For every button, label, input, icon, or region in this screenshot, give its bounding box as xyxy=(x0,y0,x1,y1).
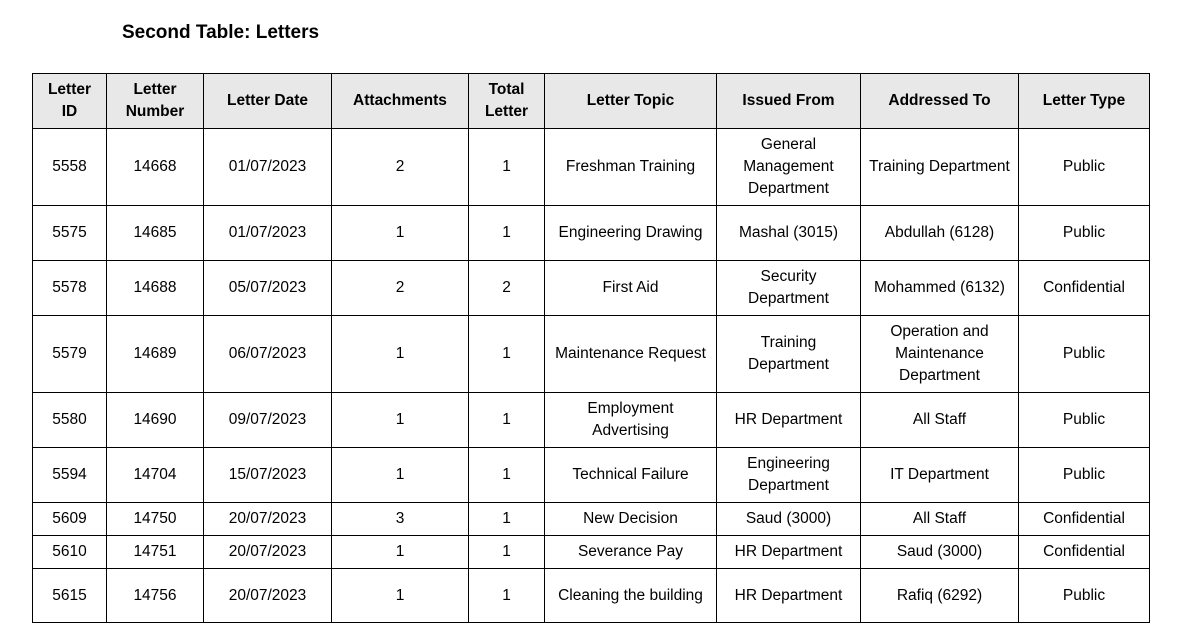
cell-attachments: 1 xyxy=(332,206,469,261)
cell-letter-type: Confidential xyxy=(1019,503,1150,536)
cell-letter-topic: Employment Advertising xyxy=(545,393,717,448)
cell-addressed-to: All Staff xyxy=(861,503,1019,536)
cell-letter-number: 14690 xyxy=(107,393,204,448)
cell-letter-topic: First Aid xyxy=(545,261,717,316)
cell-letter-id: 5594 xyxy=(33,448,107,503)
header-letter-date: Letter Date xyxy=(204,74,332,129)
cell-issued-from: HR Department xyxy=(717,536,861,569)
cell-addressed-to: Training Department xyxy=(861,129,1019,206)
cell-addressed-to: Abdullah (6128) xyxy=(861,206,1019,261)
cell-letter-number: 14756 xyxy=(107,569,204,623)
cell-addressed-to: Operation and Maintenance Department xyxy=(861,316,1019,393)
cell-total-letter: 1 xyxy=(469,448,545,503)
cell-total-letter: 1 xyxy=(469,536,545,569)
cell-letter-date: 01/07/2023 xyxy=(204,206,332,261)
header-addressed-to: Addressed To xyxy=(861,74,1019,129)
cell-letter-topic: Engineering Drawing xyxy=(545,206,717,261)
cell-issued-from: Security Department xyxy=(717,261,861,316)
cell-issued-from: HR Department xyxy=(717,393,861,448)
cell-issued-from: Saud (3000) xyxy=(717,503,861,536)
cell-letter-topic: Freshman Training xyxy=(545,129,717,206)
table-row xyxy=(33,448,1150,503)
cell-letter-type: Public xyxy=(1019,316,1150,393)
cell-attachments: 1 xyxy=(332,448,469,503)
cell-letter-number: 14685 xyxy=(107,206,204,261)
cell-letter-type: Confidential xyxy=(1019,261,1150,316)
cell-letter-number: 14704 xyxy=(107,448,204,503)
cell-letter-number: 14751 xyxy=(107,536,204,569)
header-total-letter: Total Letter xyxy=(469,74,545,129)
cell-addressed-to: IT Department xyxy=(861,448,1019,503)
cell-letter-number: 14668 xyxy=(107,129,204,206)
table-row xyxy=(33,129,1150,206)
cell-letter-topic: Maintenance Request xyxy=(545,316,717,393)
cell-letter-id: 5580 xyxy=(33,393,107,448)
table-row xyxy=(33,393,1150,448)
cell-attachments: 1 xyxy=(332,536,469,569)
table-row xyxy=(33,569,1150,623)
cell-letter-type: Confidential xyxy=(1019,536,1150,569)
cell-issued-from: Engineering Department xyxy=(717,448,861,503)
cell-addressed-to: Rafiq (6292) xyxy=(861,569,1019,623)
cell-attachments: 2 xyxy=(332,129,469,206)
header-letter-number: Letter Number xyxy=(107,74,204,129)
cell-attachments: 3 xyxy=(332,503,469,536)
header-letter-topic: Letter Topic xyxy=(545,74,717,129)
cell-letter-date: 20/07/2023 xyxy=(204,536,332,569)
header-issued-from: Issued From xyxy=(717,74,861,129)
cell-letter-id: 5579 xyxy=(33,316,107,393)
cell-letter-type: Public xyxy=(1019,129,1150,206)
cell-letter-id: 5558 xyxy=(33,129,107,206)
table-row xyxy=(33,316,1150,393)
cell-issued-from: Training Department xyxy=(717,316,861,393)
table-row xyxy=(33,261,1150,316)
cell-addressed-to: Mohammed (6132) xyxy=(861,261,1019,316)
cell-letter-type: Public xyxy=(1019,448,1150,503)
cell-attachments: 1 xyxy=(332,316,469,393)
cell-letter-number: 14750 xyxy=(107,503,204,536)
page-title: Second Table: Letters xyxy=(122,22,320,43)
cell-letter-date: 06/07/2023 xyxy=(204,316,332,393)
cell-addressed-to: Saud (3000) xyxy=(861,536,1019,569)
cell-total-letter: 1 xyxy=(469,393,545,448)
cell-issued-from: HR Department xyxy=(717,569,861,623)
cell-letter-id: 5610 xyxy=(33,536,107,569)
cell-letter-id: 5615 xyxy=(33,569,107,623)
table-row xyxy=(33,206,1150,261)
cell-letter-date: 20/07/2023 xyxy=(204,569,332,623)
cell-letter-topic: Severance Pay xyxy=(545,536,717,569)
cell-letter-id: 5609 xyxy=(33,503,107,536)
cell-letter-date: 20/07/2023 xyxy=(204,503,332,536)
cell-addressed-to: All Staff xyxy=(861,393,1019,448)
cell-total-letter: 2 xyxy=(469,261,545,316)
cell-letter-date: 09/07/2023 xyxy=(204,393,332,448)
header-letter-id: Letter ID xyxy=(33,74,107,129)
cell-total-letter: 1 xyxy=(469,129,545,206)
cell-letter-type: Public xyxy=(1019,393,1150,448)
cell-issued-from: General Management Department xyxy=(717,129,861,206)
header-attachments: Attachments xyxy=(332,74,469,129)
cell-letter-topic: New Decision xyxy=(545,503,717,536)
cell-total-letter: 1 xyxy=(469,503,545,536)
cell-letter-date: 01/07/2023 xyxy=(204,129,332,206)
cell-letter-date: 15/07/2023 xyxy=(204,448,332,503)
cell-letter-number: 14688 xyxy=(107,261,204,316)
cell-attachments: 1 xyxy=(332,393,469,448)
header-row xyxy=(33,74,1150,129)
cell-letter-date: 05/07/2023 xyxy=(204,261,332,316)
table-row xyxy=(33,503,1150,536)
table-row xyxy=(33,536,1150,569)
cell-letter-id: 5575 xyxy=(33,206,107,261)
cell-attachments: 1 xyxy=(332,569,469,623)
cell-letter-topic: Technical Failure xyxy=(545,448,717,503)
cell-letter-type: Public xyxy=(1019,206,1150,261)
cell-letter-number: 14689 xyxy=(107,316,204,393)
cell-letter-type: Public xyxy=(1019,569,1150,623)
cell-issued-from: Mashal (3015) xyxy=(717,206,861,261)
cell-attachments: 2 xyxy=(332,261,469,316)
cell-letter-id: 5578 xyxy=(33,261,107,316)
cell-total-letter: 1 xyxy=(469,569,545,623)
header-letter-type: Letter Type xyxy=(1019,74,1150,129)
letters-table xyxy=(32,73,1150,623)
cell-letter-topic: Cleaning the building xyxy=(545,569,717,623)
cell-total-letter: 1 xyxy=(469,316,545,393)
cell-total-letter: 1 xyxy=(469,206,545,261)
